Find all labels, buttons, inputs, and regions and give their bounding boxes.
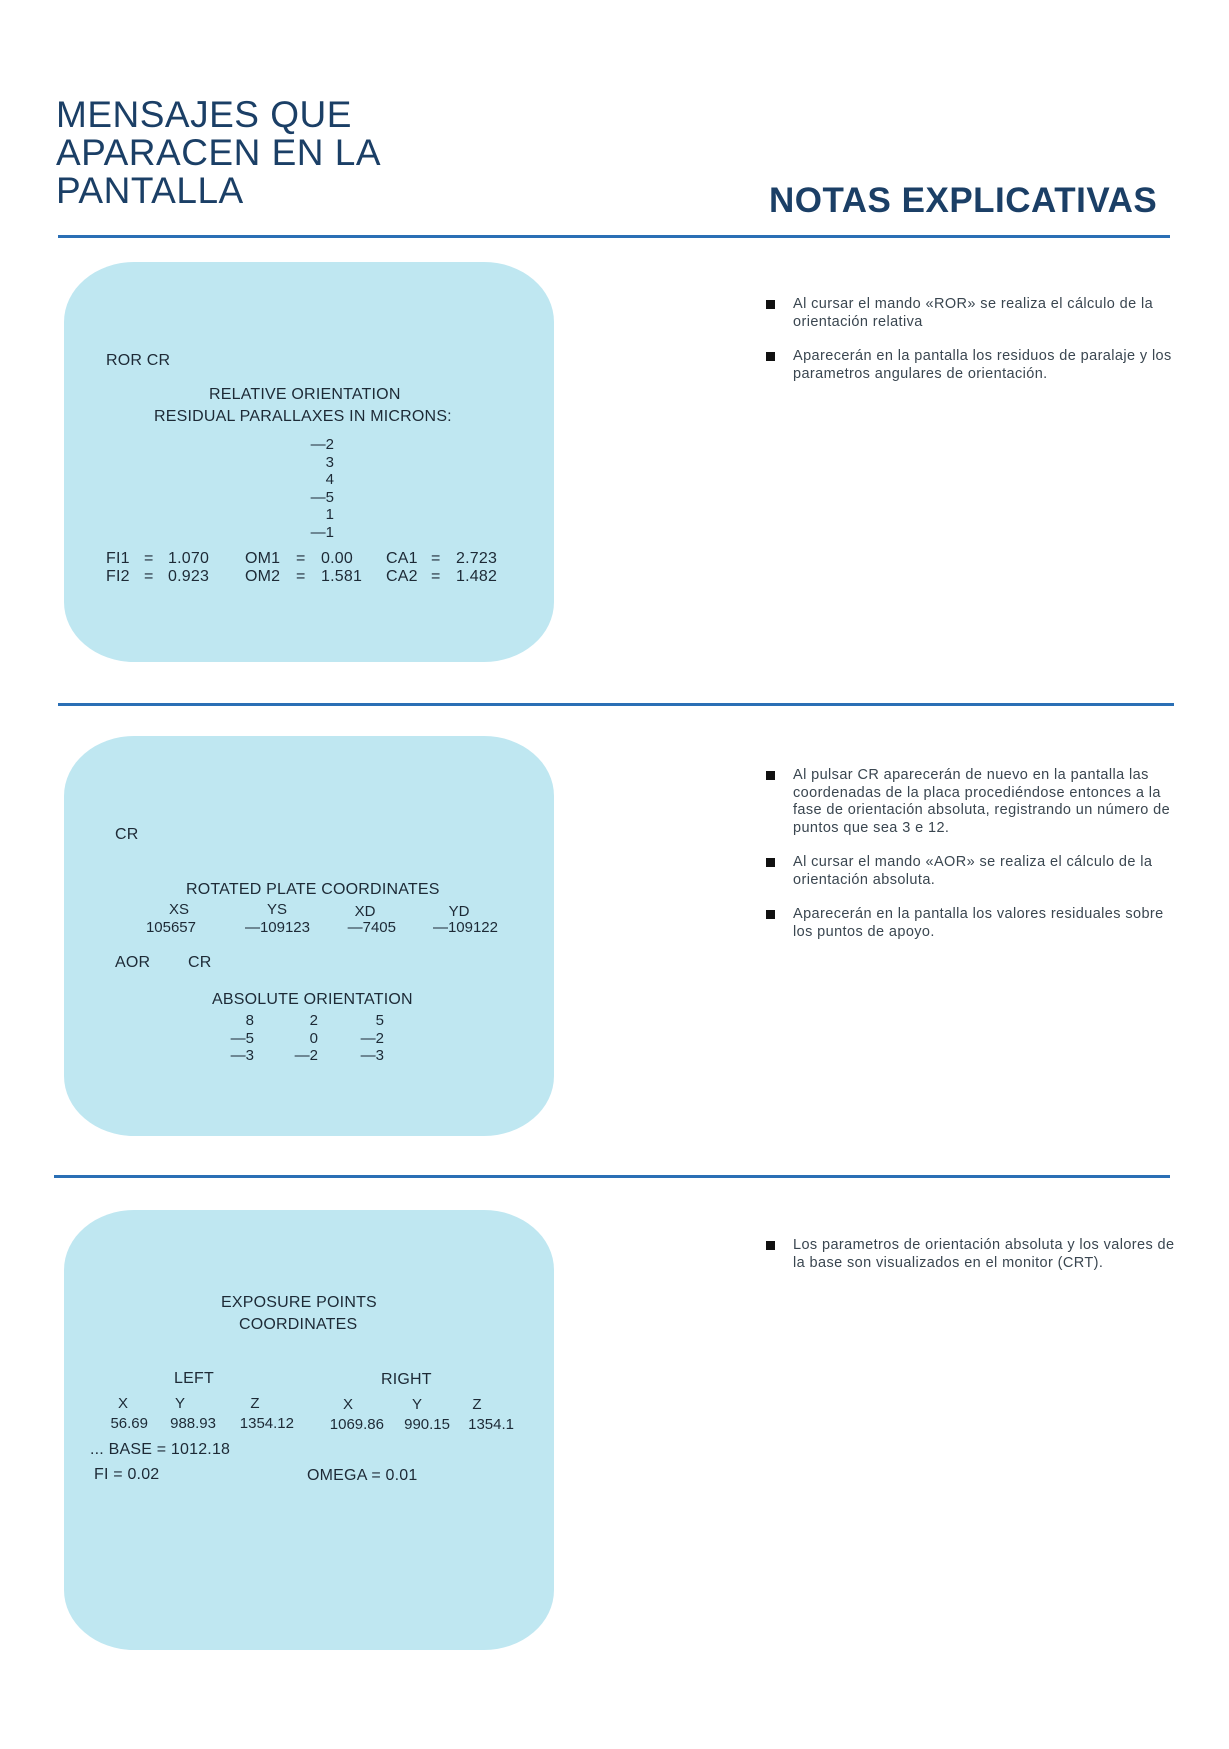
param-value: 0.00 bbox=[321, 550, 353, 567]
base-value: ... BASE = 1012.18 bbox=[90, 1441, 231, 1458]
residual-parallax-list bbox=[274, 436, 334, 541]
coord-value: —109122 bbox=[432, 919, 498, 936]
residual-value: —2 bbox=[310, 436, 334, 453]
axis-label: X bbox=[117, 1395, 128, 1412]
coord-value: —109123 bbox=[244, 919, 310, 936]
coord-value: 988.93 bbox=[170, 1415, 216, 1432]
screen-command: CR bbox=[188, 954, 212, 971]
left-label: LEFT bbox=[174, 1370, 214, 1387]
abs-residual-column bbox=[344, 1012, 384, 1065]
note-item bbox=[766, 1237, 1176, 1272]
square-bullet-icon bbox=[766, 1241, 775, 1250]
note-text: Aparecerán en la pantalla los residuos de paralaje y los parametros angulares de orientación. bbox=[793, 348, 1172, 382]
square-bullet-icon bbox=[766, 771, 775, 780]
param-eq: = bbox=[144, 568, 154, 585]
param-label: FI1 bbox=[106, 550, 130, 567]
param-label: CA1 bbox=[386, 550, 418, 567]
screen-heading: RELATIVE ORIENTATION bbox=[209, 386, 401, 403]
square-bullet-icon bbox=[766, 352, 775, 361]
param-label: FI2 bbox=[106, 568, 130, 585]
abs-residual-value: —3 bbox=[360, 1047, 384, 1064]
residual-value: 3 bbox=[325, 453, 334, 471]
abs-residual-column bbox=[278, 1012, 318, 1065]
crt-screen-exposure-points bbox=[64, 1210, 554, 1650]
note-text: Aparecerán en la pantalla los valores residuales sobre los puntos de apoyo. bbox=[793, 906, 1164, 940]
abs-residual-value: 8 bbox=[245, 1012, 254, 1029]
residual-value: 4 bbox=[325, 471, 334, 488]
residual-value: —1 bbox=[310, 523, 334, 541]
param-label: CA2 bbox=[386, 568, 418, 585]
screen-heading: COORDINATES bbox=[239, 1316, 358, 1333]
coord-header: XS bbox=[168, 901, 189, 918]
param-value: 1.482 bbox=[456, 568, 498, 585]
square-bullet-icon bbox=[766, 858, 775, 867]
param-eq: = bbox=[296, 568, 306, 585]
param-value: 1.581 bbox=[321, 568, 363, 585]
param-value: 2.723 bbox=[456, 550, 498, 567]
coord-value: 1069.86 bbox=[329, 1416, 384, 1433]
param-eq: = bbox=[144, 550, 154, 567]
note-item bbox=[766, 296, 1176, 331]
param-value: 1.070 bbox=[168, 550, 210, 567]
abs-residual-column bbox=[214, 1012, 254, 1065]
coord-value: 56.69 bbox=[110, 1415, 148, 1432]
axis-label: X bbox=[342, 1396, 353, 1413]
fi-value: FI = 0.02 bbox=[94, 1466, 160, 1483]
coord-value: 1354.12 bbox=[239, 1415, 294, 1432]
abs-residual-value: —3 bbox=[230, 1047, 254, 1064]
square-bullet-icon bbox=[766, 300, 775, 309]
note-item bbox=[766, 854, 1176, 889]
screen-heading: EXPOSURE POINTS bbox=[221, 1294, 377, 1311]
residual-value: 1 bbox=[325, 506, 334, 523]
axis-label: Z bbox=[472, 1396, 482, 1413]
coord-header: XD bbox=[354, 903, 376, 920]
abs-residual-value: —2 bbox=[360, 1029, 384, 1047]
note-item bbox=[766, 767, 1176, 837]
note-text: Al pulsar CR aparecerán de nuevo en la pantalla las coordenadas de la placa procediéndose entonces a la fase de orientación absoluta, registrando un número de puntos que sea 3 e 12. bbox=[793, 767, 1171, 836]
notes-relative-orientation bbox=[766, 296, 1176, 400]
axis-label: Y bbox=[411, 1396, 422, 1413]
coord-value: 105657 bbox=[145, 919, 196, 936]
page-title-left: MENSAJES QUE APARACEN EN LA PANTALLA bbox=[56, 94, 379, 211]
note-text: Los parametros de orientación absoluta y los valores de la base son visualizados en el monitor (CRT). bbox=[793, 1237, 1175, 1271]
param-eq: = bbox=[431, 550, 441, 567]
param-label: OM1 bbox=[245, 550, 281, 567]
note-item bbox=[766, 906, 1176, 941]
screen-heading: ROTATED PLATE COORDINATES bbox=[186, 881, 440, 898]
coord-value: 1354.1 bbox=[468, 1416, 514, 1433]
abs-residual-value: 0 bbox=[309, 1029, 318, 1047]
abs-residual-value: 5 bbox=[375, 1012, 384, 1029]
screen-command: CR bbox=[115, 826, 139, 843]
screen-command: ROR CR bbox=[106, 352, 171, 369]
param-label: OM2 bbox=[245, 568, 281, 585]
notes-absolute-orientation bbox=[766, 767, 1176, 958]
crt-screen-relative-orientation bbox=[64, 262, 554, 662]
coord-value: —7405 bbox=[347, 919, 396, 936]
omega-value: OMEGA = 0.01 bbox=[307, 1467, 418, 1484]
section-divider bbox=[58, 703, 1174, 706]
notes-exposure-points bbox=[766, 1237, 1176, 1289]
coord-value: 990.15 bbox=[404, 1416, 450, 1433]
note-text: Al cursar el mando «ROR» se realiza el cálculo de la orientación relativa bbox=[793, 296, 1154, 330]
section-divider bbox=[54, 1175, 1170, 1178]
axis-label: Z bbox=[250, 1395, 260, 1412]
abs-residual-value: —2 bbox=[294, 1047, 318, 1064]
screen-heading: RESIDUAL PARALLAXES IN MICRONS: bbox=[154, 408, 452, 425]
crt-screen-absolute-orientation bbox=[64, 736, 554, 1136]
note-text: Al cursar el mando «AOR» se realiza el cálculo de la orientación absoluta. bbox=[793, 854, 1153, 888]
header-divider bbox=[58, 235, 1170, 238]
param-value: 0.923 bbox=[168, 568, 210, 585]
abs-residual-value: —5 bbox=[230, 1029, 254, 1047]
axis-label: Y bbox=[174, 1395, 185, 1412]
param-eq: = bbox=[431, 568, 441, 585]
screen-command: AOR bbox=[115, 954, 151, 971]
param-eq: = bbox=[296, 550, 306, 567]
note-item bbox=[766, 348, 1176, 383]
screen-heading: ABSOLUTE ORIENTATION bbox=[212, 991, 413, 1008]
coord-header: YD bbox=[448, 903, 470, 920]
coord-header: YS bbox=[266, 901, 287, 918]
square-bullet-icon bbox=[766, 910, 775, 919]
abs-residual-value: 2 bbox=[309, 1012, 318, 1029]
right-label: RIGHT bbox=[381, 1371, 432, 1388]
page-title-right: NOTAS EXPLICATIVAS bbox=[769, 181, 1158, 220]
residual-value: —5 bbox=[310, 488, 334, 506]
